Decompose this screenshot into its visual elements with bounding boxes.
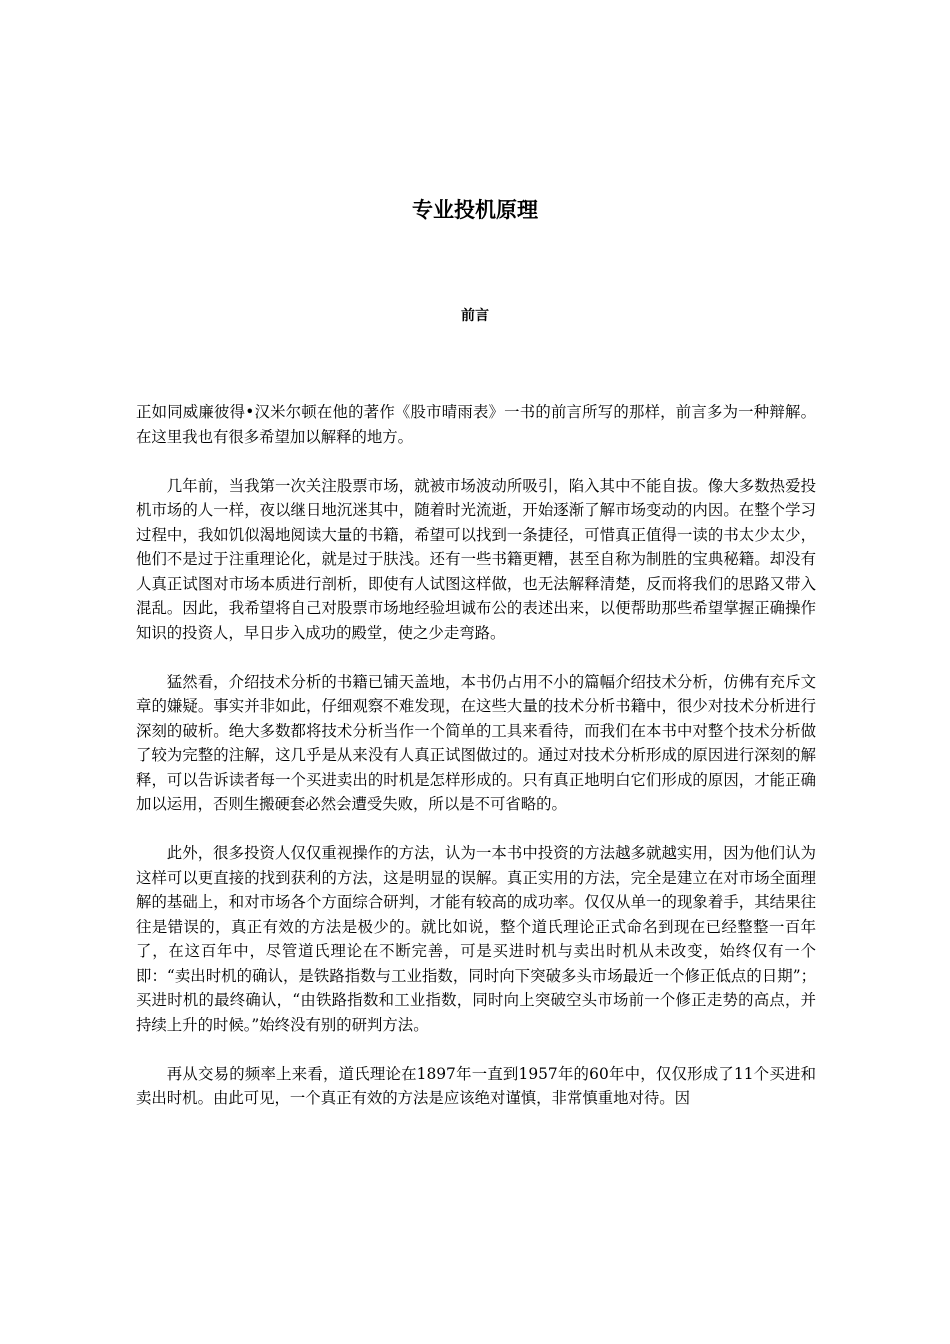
paragraph-5: 再从交易的频率上来看，道氏理论在1897年一直到1957年的60年中，仅仅形成了11个买进和卖出时机。由此可见，一个真正有效的方法是应该绝对谨慎，非常慎重地对待。因 <box>136 1064 816 1107</box>
document-title: 专业投机原理 <box>412 198 538 222</box>
section-heading-preface: 前言 <box>461 308 489 324</box>
document-body <box>136 400 816 1135</box>
paragraph-2: 几年前，当我第一次关注股票市场，就被市场波动所吸引，陷入其中不能自拔。像大多数热爱投机市场的人一样，夜以继日地沉迷其中，随着时光流逝，开始逐渐了解市场变动的内因。在整个学习过程中，我如饥似渴地阅读大量的书籍，希望可以找到一条捷径，可惜真正值得一读的书太少太少，他们不是过于注重理论化，就是过于肤浅。还有一些书籍更糟，甚至自称为制胜的宝典秘籍。却没有人真正试图对市场本质进行剖析，即使有人试图这样做，也无法解释清楚，反而将我们的思路又带入混乱。因此，我希望将自己对股票市场地经验坦诚布公的表述出来，以便帮助那些希望掌握正确操作知识的投资人，早日步入成功的殿堂，使之少走弯路。 <box>136 476 816 642</box>
paragraph-4: 此外，很多投资人仅仅重视操作的方法，认为一本书中投资的方法越多就越实用，因为他们认为这样可以更直接的找到获利的方法，这是明显的误解。真正实用的方法，完全是建立在对市场全面理解的基础上，和对市场各个方面综合研判，才能有较高的成功率。仅仅从单一的现象着手，其结果往往是错误的，真正有效的方法是极少的。就比如说，整个道氏理论正式命名到现在已经整整一百年了，在这百年中，尽管道氏理论在不断完善，可是买进时机与卖出时机从未改变，始终仅有一个即：“卖出时机的确认，是铁路指数与工业指数，同时向下突破多头市场最近一个修正低点的日期”；买进时机的最终确认，“由铁路指数和工业指数，同时向上突破空头市场前一个修正走势的高点，并持续上升的时候。”始终没有别的研判方法。 <box>136 844 816 1034</box>
paragraph-3: 猛然看，介绍技术分析的书籍已铺天盖地，本书仍占用不小的篇幅介绍技术分析，仿佛有充斥文章的嫌疑。事实并非如此，仔细观察不难发现，在这些大量的技术分析书籍中，很少对技术分析进行深刻的破析。绝大多数都将技术分析当作一个简单的工具来看待，而我们在本书中对整个技术分析做了较为完整的注解，这几乎是从来没有人真正试图做过的。通过对技术分析形成的原因进行深刻的解释，可以告诉读者每一个买进卖出的时机是怎样形成的。只有真正地明白它们形成的原因，才能正确加以运用，否则生搬硬套必然会遭受失败，所以是不可省略的。 <box>136 672 816 813</box>
paragraph-1: 正如同威廉彼得•汉米尔顿在他的著作《股市晴雨表》一书的前言所写的那样，前言多为一种辩解。在这里我也有很多希望加以解释的地方。 <box>136 403 816 446</box>
